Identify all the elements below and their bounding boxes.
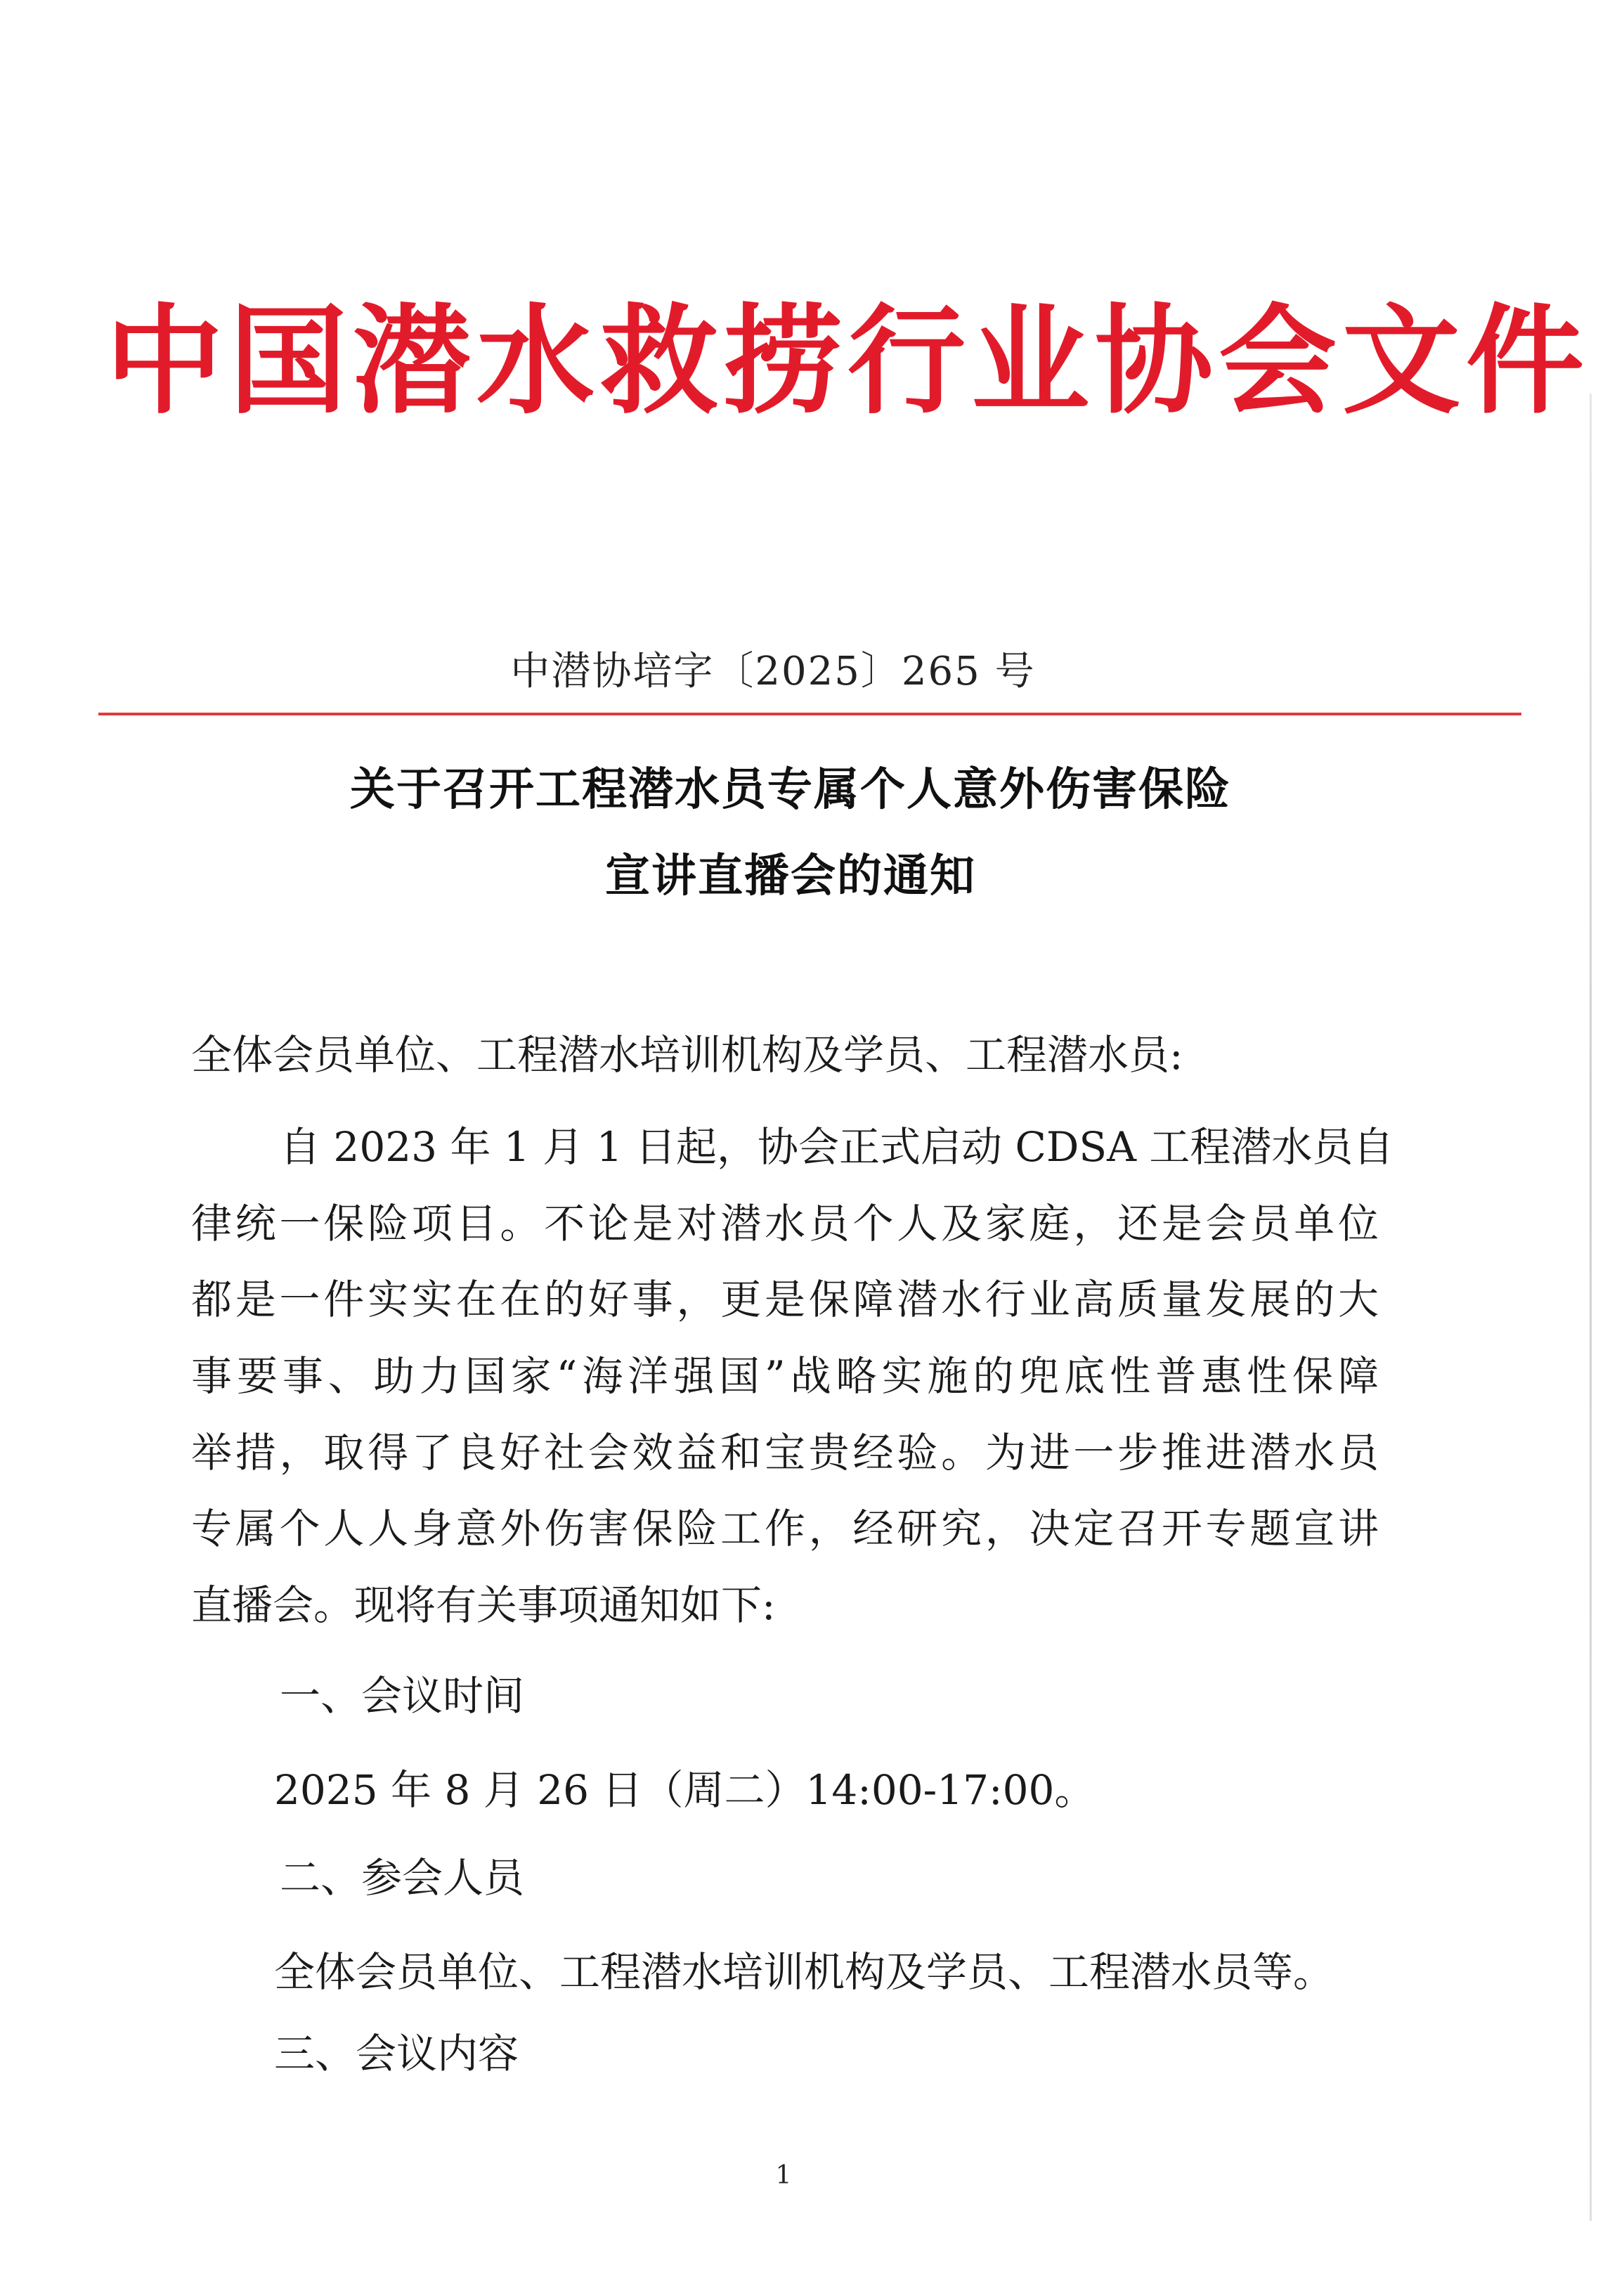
page-number: 1	[775, 2161, 792, 2190]
salutation: 全体会员单位、工程潜水培训机构及学员、工程潜水员:	[191, 1031, 1183, 1079]
org-header-title: 中国潜水救捞行业协会文件	[105, 292, 1590, 430]
document-number: 中潜协培字〔2025〕265 号	[510, 649, 1036, 694]
meeting-time-value: 2025 年 8 月 26 日（周二）14:00-17:00。	[274, 1766, 1096, 1814]
section-heading-meeting-time: 一、会议时间	[280, 1672, 525, 1720]
attendees-value: 全体会员单位、工程潜水培训机构及学员、工程潜水员等。	[274, 1948, 1334, 1996]
notice-title-line-2: 宣讲直播会的通知	[605, 850, 976, 902]
red-divider-line	[98, 713, 1521, 715]
notice-title-line-1: 关于召开工程潜水员专属个人意外伤害保险	[350, 763, 1231, 816]
body-paragraph-line: 直播会。现将有关事项通知如下:	[191, 1581, 776, 1629]
body-paragraph-line: 都是一件实实在在的好事，更是保障潜水行业高质量发展的大	[191, 1276, 1379, 1323]
body-paragraph-line: 律统一保险项目。不论是对潜水员个人及家庭，还是会员单位	[191, 1200, 1379, 1247]
body-paragraph-line: 事要事、助力国家“海洋强国”战略实施的兜底性普惠性保障	[191, 1352, 1379, 1400]
section-heading-meeting-content: 三、会议内容	[274, 2030, 519, 2077]
body-paragraph-line: 举措，取得了良好社会效益和宝贵经验。为进一步推进潜水员	[191, 1429, 1379, 1477]
scan-edge-shadow	[1590, 394, 1592, 2221]
body-paragraph-line: 专属个人人身意外伤害保险工作，经研究，决定召开专题宣讲	[191, 1505, 1379, 1552]
body-paragraph-line: 自 2023 年 1 月 1 日起，协会正式启动 CDSA 工程潜水员自	[280, 1123, 1394, 1171]
section-heading-attendees: 二、参会人员	[280, 1854, 525, 1902]
